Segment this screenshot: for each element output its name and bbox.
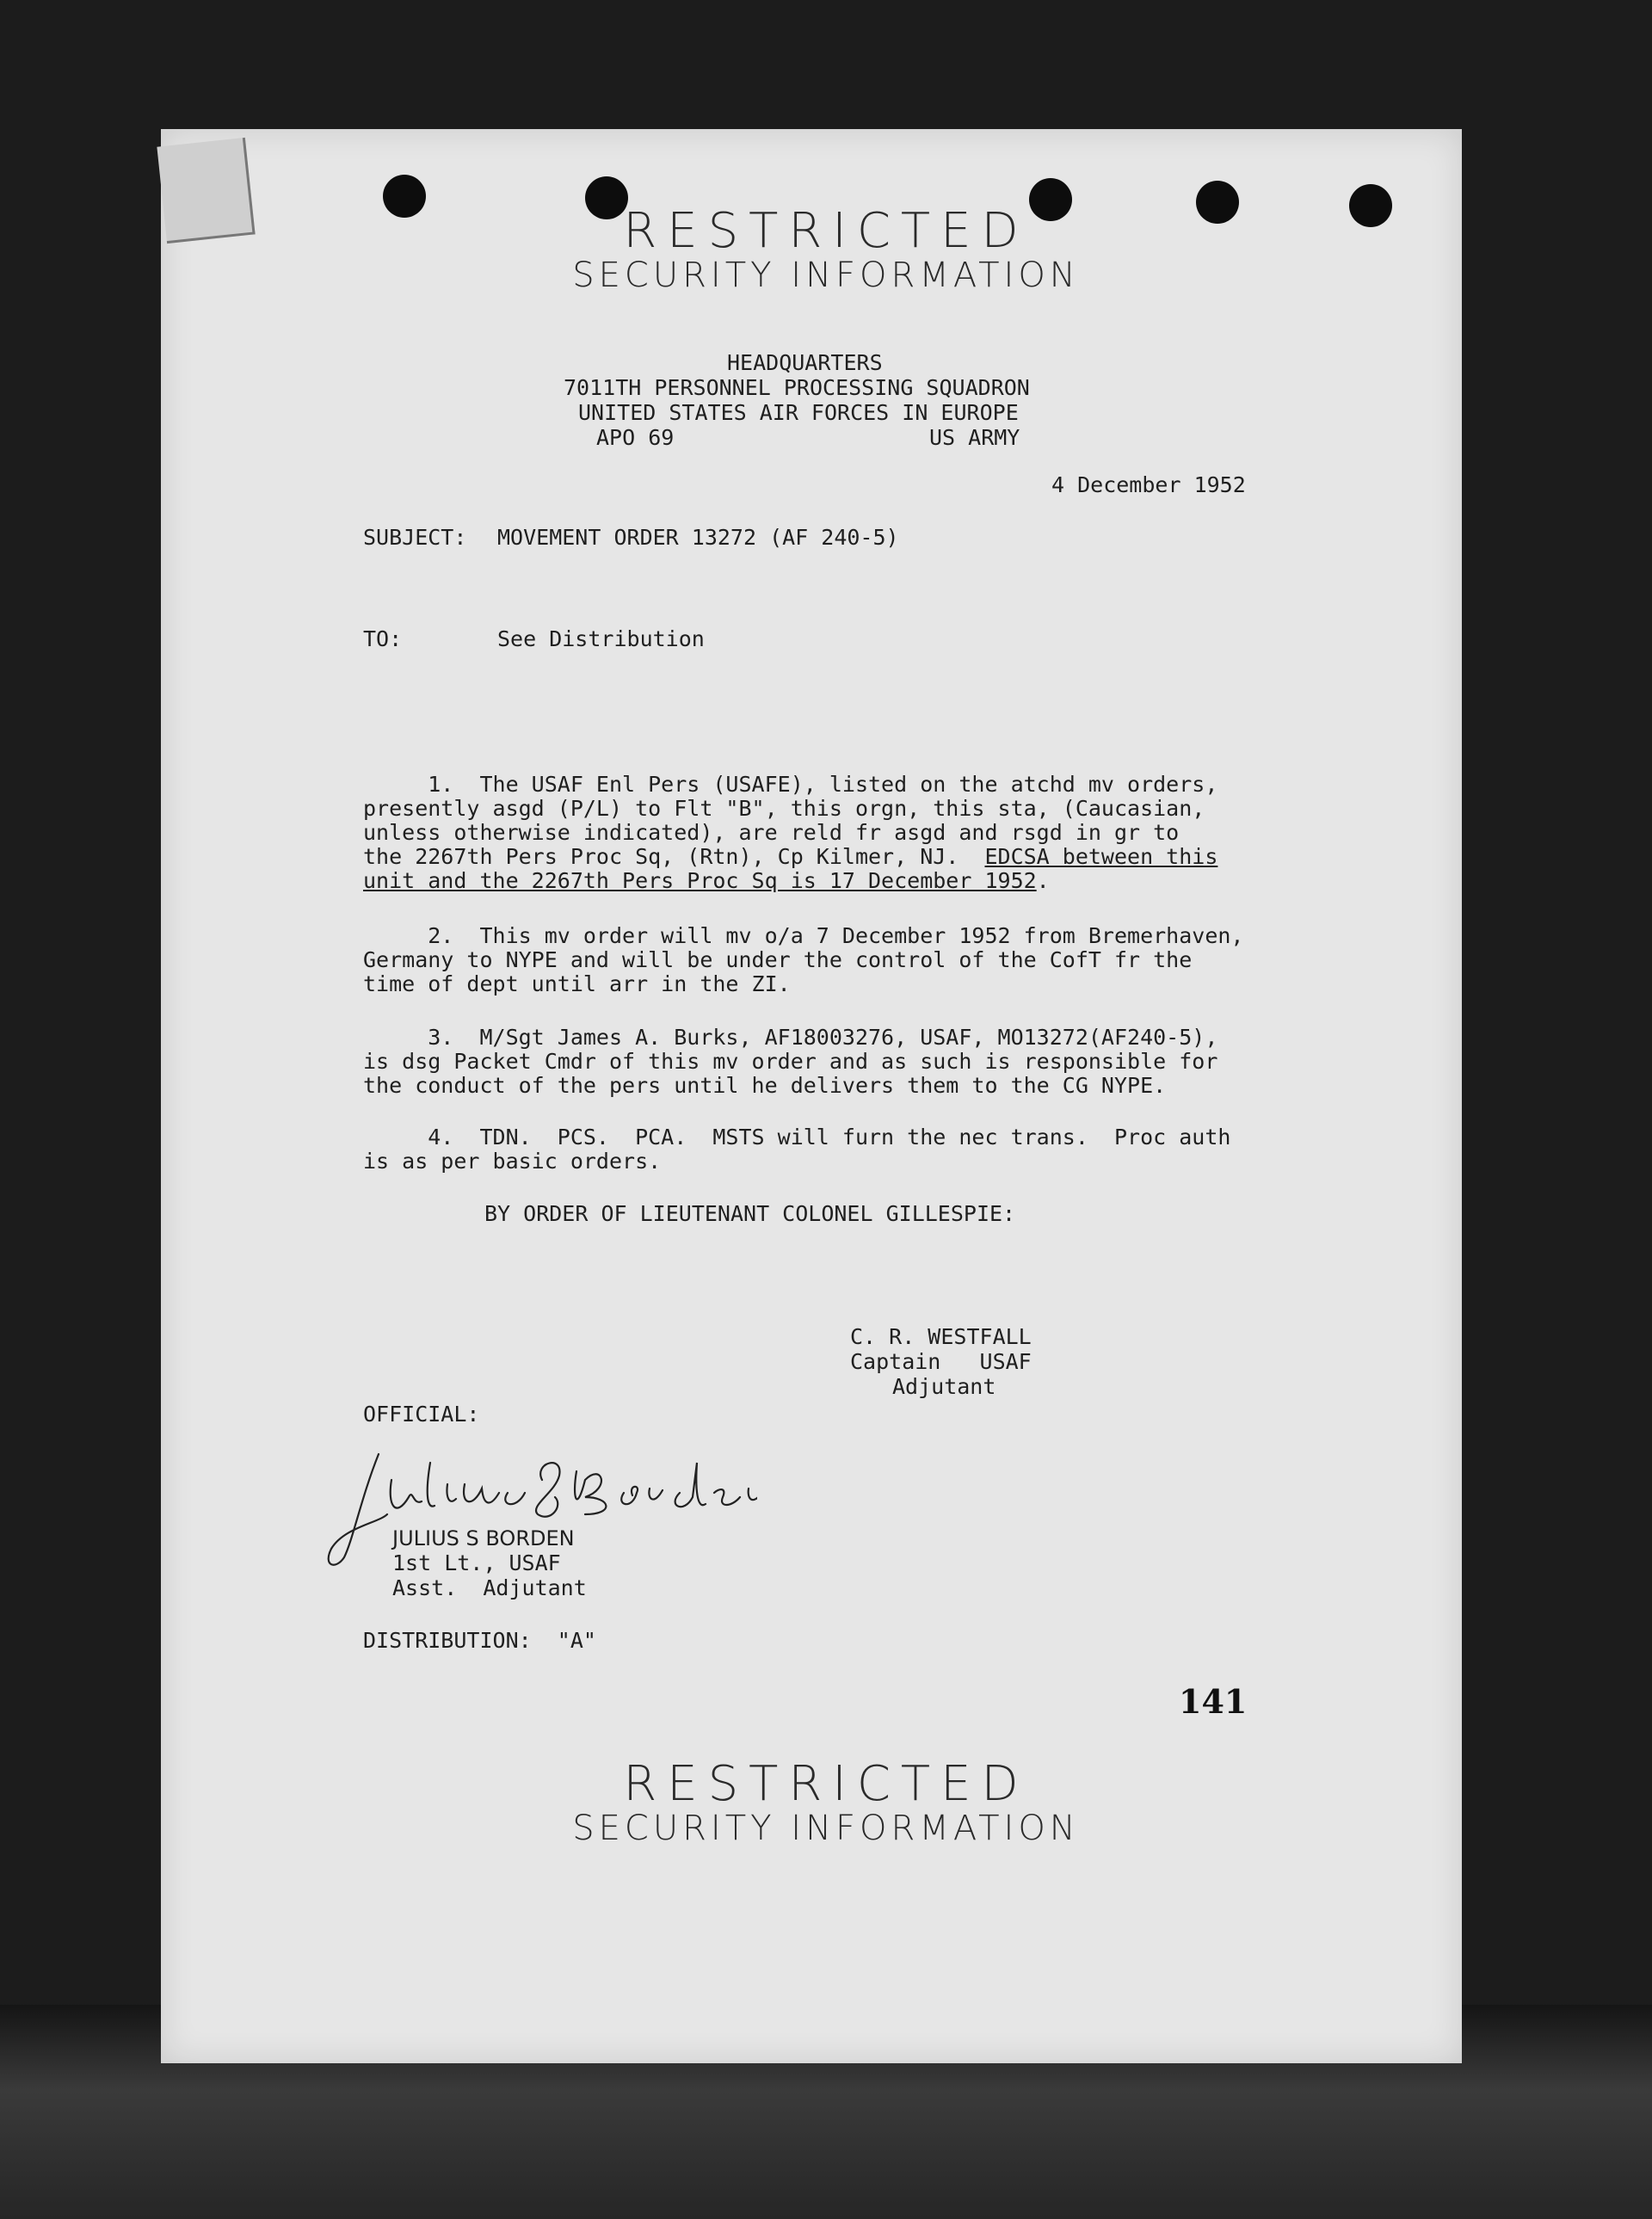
header-line-2: 7011TH PERSONNEL PROCESSING SQUADRON — [564, 375, 1030, 400]
commander-title: Adjutant — [892, 1374, 996, 1399]
text-line: is as per basic orders. — [363, 1149, 662, 1174]
header-line-3: UNITED STATES AIR FORCES IN EUROPE — [578, 400, 1019, 425]
edcsa-underlined: EDCSA between this — [984, 844, 1218, 869]
stamp-line-restricted: RESTRICTED — [623, 203, 1029, 259]
text-line — [363, 845, 1217, 869]
stamp-line-security: SECURITY INFORMATION — [572, 1808, 1080, 1848]
header-apo: APO 69 — [596, 425, 675, 450]
text-span: . — [1036, 868, 1050, 893]
stamp-line-restricted: RESTRICTED — [623, 1756, 1029, 1812]
text-line: Germany to NYPE and will be under the control of the CofT fr the — [363, 947, 1193, 972]
text-line: 1. The USAF Enl Pers (USAFE), listed on the atchd mv orders, — [363, 772, 1218, 797]
header-army: US ARMY — [929, 425, 1020, 450]
stamp-line-security: SECURITY INFORMATION — [572, 255, 1080, 295]
restricted-stamp-top — [0, 203, 1652, 295]
page-number: 141 — [1179, 1682, 1248, 1721]
official-title: Asst. Adjutant — [392, 1575, 587, 1600]
to-value: See Distribution — [497, 626, 705, 651]
commander-name: C. R. WESTFALL — [850, 1324, 1032, 1349]
text-line: unless otherwise indicated), are reld fr asgd and rsgd in gr to — [363, 820, 1180, 845]
subject-value: MOVEMENT ORDER 13272 (AF 240-5) — [497, 525, 899, 550]
official-name: JULIUS S BORDEN — [392, 1526, 575, 1550]
official-rank: 1st Lt., USAF — [392, 1550, 561, 1575]
by-order-line: BY ORDER OF LIEUTENANT COLONEL GILLESPIE: — [484, 1201, 1016, 1226]
official-label: OFFICIAL: — [363, 1402, 480, 1427]
text-line: 4. TDN. PCS. PCA. MSTS will furn the nec trans. Proc auth — [363, 1125, 1231, 1150]
text-line: presently asgd (P/L) to Flt "B", this orgn, this sta, (Caucasian, — [363, 796, 1205, 821]
edcsa-underlined-cont: unit and the 2267th Pers Proc Sq is 17 December 1952 — [363, 868, 1037, 893]
text-span: the 2267th Pers Proc Sq, (Rtn), Cp Kilmer, NJ. — [363, 844, 985, 869]
text-line: is dsg Packet Cmdr of this mv order and as such is responsible for — [363, 1049, 1218, 1074]
restricted-stamp-bottom — [0, 1756, 1652, 1848]
text-line: the conduct of the pers until he delivers them to the CG NYPE. — [363, 1073, 1167, 1098]
text-line: 2. This mv order will mv o/a 7 December 1952 from Bremerhaven, — [363, 923, 1244, 948]
document-date: 4 December 1952 — [1051, 472, 1246, 497]
header-line-1: HEADQUARTERS — [727, 350, 883, 375]
text-line: time of dept until arr in the ZI. — [363, 971, 791, 996]
text-line: 3. M/Sgt James A. Burks, AF18003276, USAF, MO13272(AF240-5), — [363, 1025, 1218, 1050]
subject-label: SUBJECT: — [363, 525, 467, 550]
commander-rank: Captain USAF — [850, 1349, 1032, 1374]
distribution-line: DISTRIBUTION: "A" — [363, 1628, 596, 1653]
text-line — [363, 869, 1050, 893]
to-label: TO: — [363, 626, 403, 651]
